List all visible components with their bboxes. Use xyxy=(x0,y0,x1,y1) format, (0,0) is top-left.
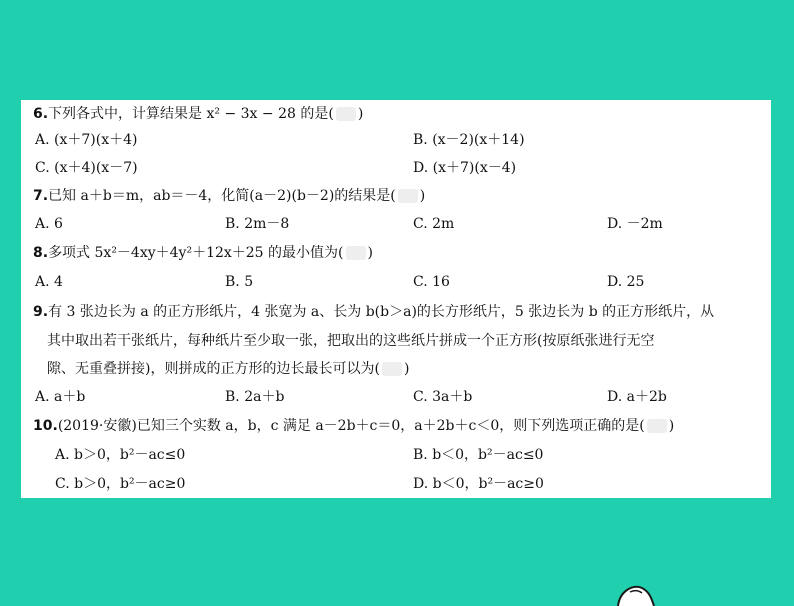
question-number: 7. xyxy=(33,188,49,204)
question-9 xyxy=(33,302,714,322)
answer-blank[interactable] xyxy=(346,246,366,260)
option-d: D. b＜0，b²－ac≥0 xyxy=(413,476,544,492)
question-8: 8.多项式 5x²－4xy＋4y²＋12x＋25 的最小值为( ) xyxy=(33,245,373,261)
option-b: B. (x－2)(x＋14) xyxy=(413,132,525,148)
question-text-line: 其中取出若干张纸片，每种纸片至少取一张，把取出的这些纸片拼成一个正方形(按原纸张进行无空 xyxy=(47,333,655,349)
question-9-last-line: 隙、无重叠拼接)，则拼成的正方形的边长最长可以为( ) xyxy=(47,361,410,377)
question-number: 9. xyxy=(33,304,49,320)
option-d: D. (x＋7)(x－4) xyxy=(413,160,517,176)
option-a: A. 6 xyxy=(35,216,63,232)
question-text-line: 有 3 张边长为 a 的正方形纸片，4 张宽为 a、长为 b(b＞a)的长方形纸片，5 张边长为 b 的正方形纸片，从 xyxy=(48,304,715,320)
question-number: 6. xyxy=(33,106,49,122)
question-text: 多项式 5x²－4xy＋4y²＋12x＋25 的最小值为( xyxy=(48,245,344,261)
question-text: 已知 a＋b＝m，ab＝－4，化简(a－2)(b－2)的结果是( xyxy=(48,188,396,204)
question-10: 10.(2019·安徽)已知三个实数 a，b，c 满足 a－2b＋c＝0，a＋2b＋c＜0，则下列选项正确的是( ) xyxy=(33,418,675,434)
question-number: 8. xyxy=(33,245,49,261)
option-d: D. a＋2b xyxy=(607,389,667,405)
option-b: B. 5 xyxy=(225,274,254,290)
question-7: 7.已知 a＋b＝m，ab＝－4，化简(a－2)(b－2)的结果是( ) xyxy=(33,188,426,204)
question-text-line: 隙、无重叠拼接)，则拼成的正方形的边长最长可以为( xyxy=(47,361,380,377)
answer-blank[interactable] xyxy=(647,419,667,433)
option-b: B. 2a＋b xyxy=(225,389,285,405)
option-a: A. a＋b xyxy=(35,389,86,405)
option-c: C. b＞0，b²－ac≥0 xyxy=(55,476,186,492)
answer-blank[interactable] xyxy=(382,362,402,376)
question-number: 10. xyxy=(33,418,58,434)
option-c: C. 16 xyxy=(413,274,450,290)
option-c: C. 2m xyxy=(413,216,455,232)
question-6: 6.下列各式中，计算结果是 x² − 3x − 28 的是( ) xyxy=(33,106,364,122)
option-a: A. (x＋7)(x＋4) xyxy=(35,132,138,148)
answer-blank[interactable] xyxy=(336,107,356,121)
option-b: B. b＜0，b²－ac≤0 xyxy=(413,447,544,463)
option-d: D. －2m xyxy=(607,216,663,232)
question-card xyxy=(21,100,771,498)
option-b: B. 2m－8 xyxy=(225,216,290,232)
option-a: A. 4 xyxy=(35,274,63,290)
option-c: C. (x＋4)(x－7) xyxy=(35,160,138,176)
option-d: D. 25 xyxy=(607,274,645,290)
question-text: (2019·安徽)已知三个实数 a，b，c 满足 a－2b＋c＝0，a＋2b＋c＜0，则下列选项正确的是( xyxy=(57,418,645,434)
option-a: A. b＞0，b²－ac≤0 xyxy=(55,447,186,463)
question-text: 下列各式中，计算结果是 x² − 3x − 28 的是( xyxy=(48,106,334,122)
answer-blank[interactable] xyxy=(398,189,418,203)
option-c: C. 3a＋b xyxy=(413,389,473,405)
doodle-decoration xyxy=(612,576,662,606)
